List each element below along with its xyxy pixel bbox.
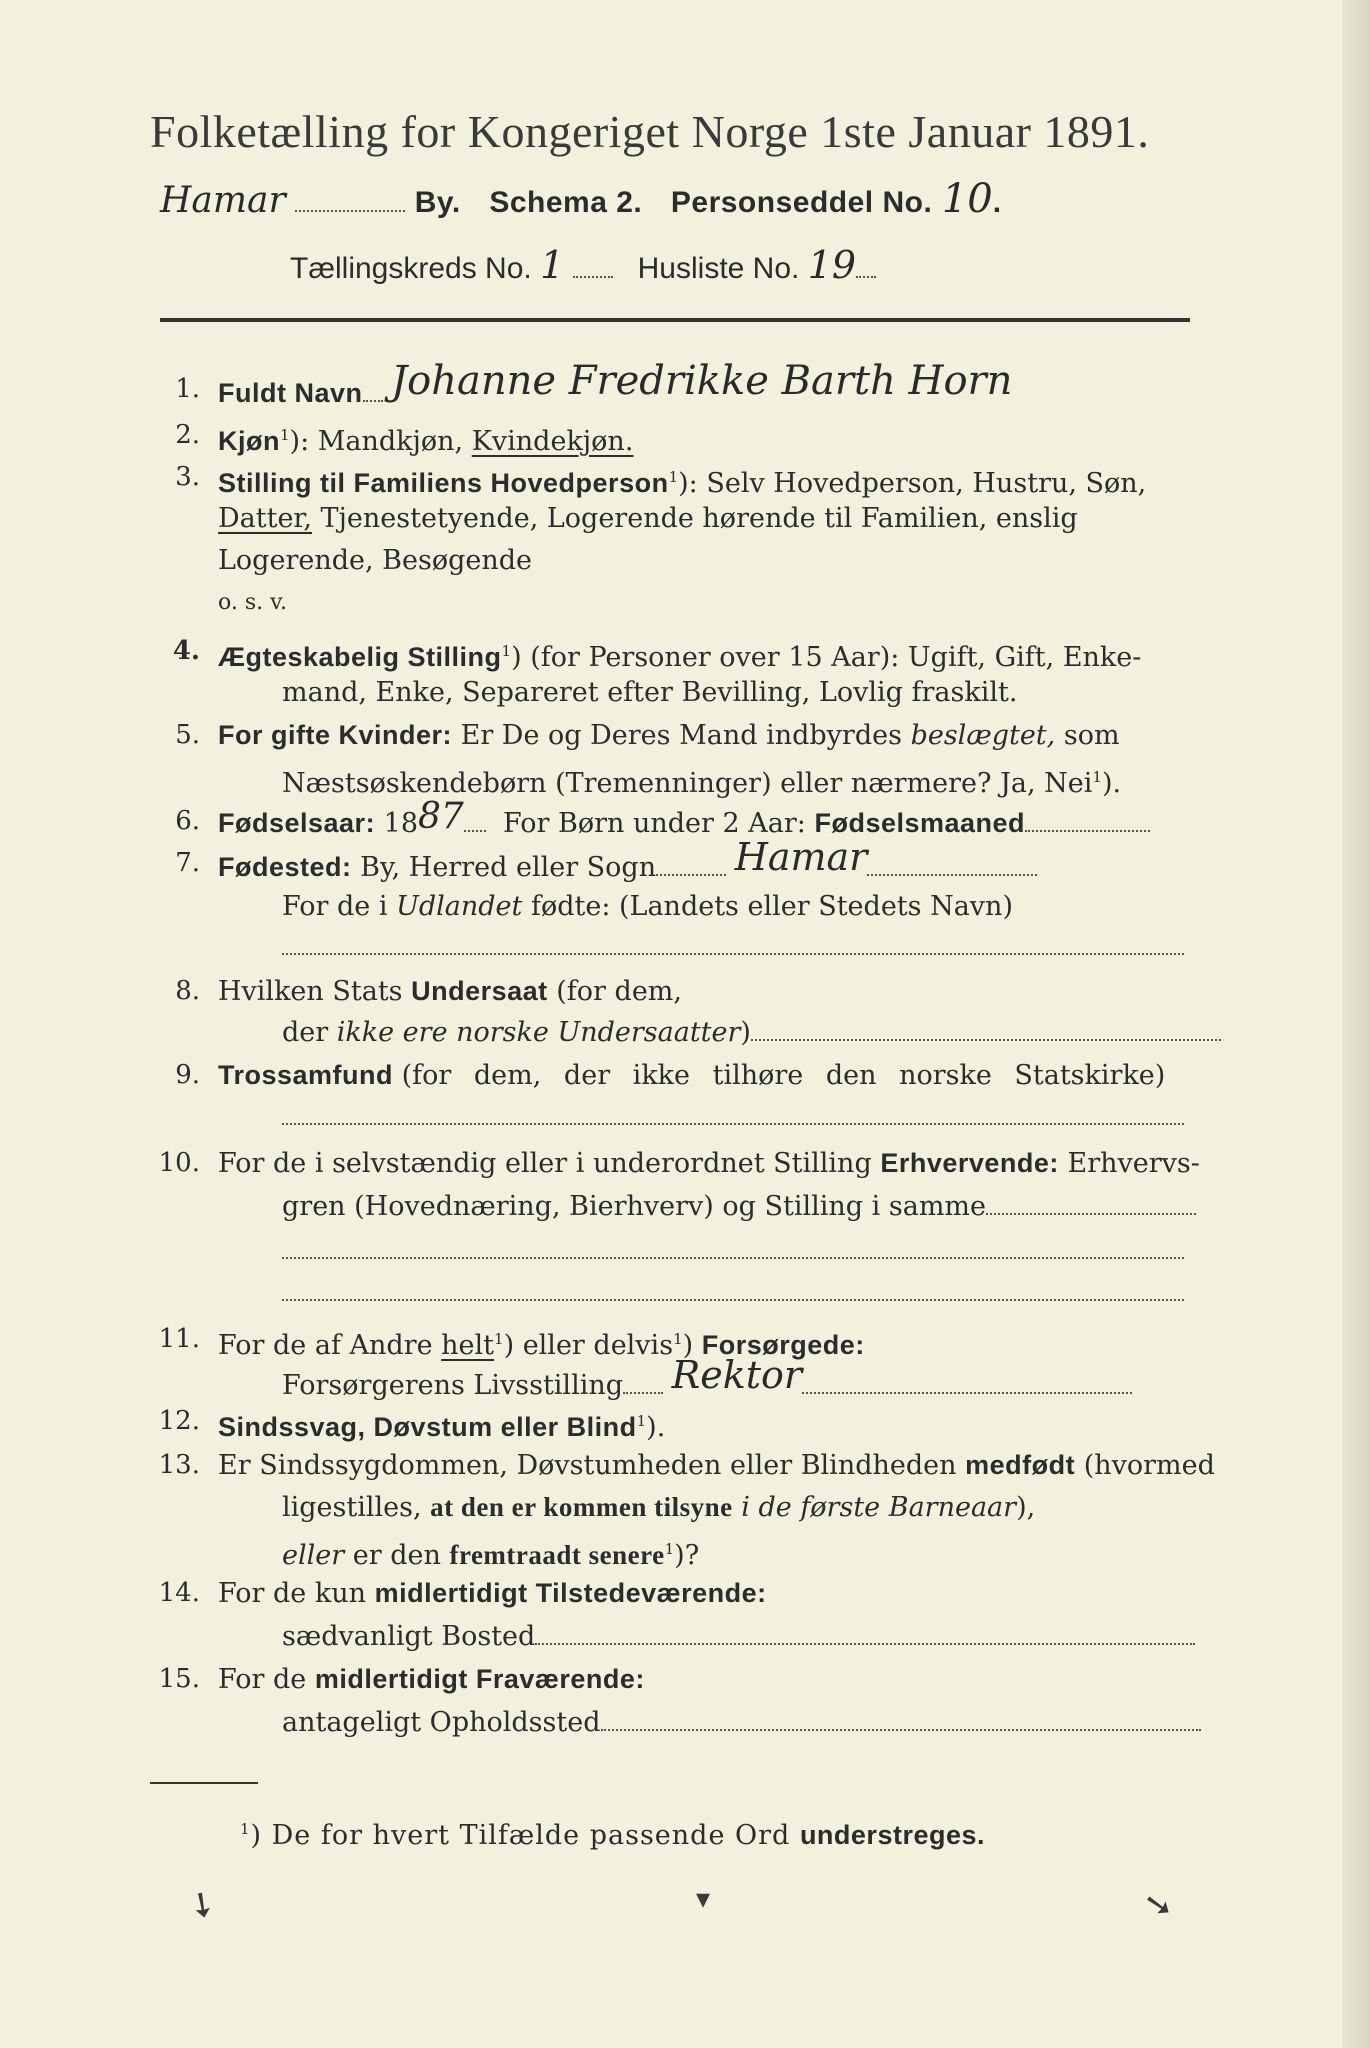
- item-number: 15.: [158, 1664, 200, 1694]
- punctuation: ).: [646, 1412, 666, 1443]
- kreds-label: Tællingskreds No.: [290, 252, 532, 285]
- item-15-line-1: [218, 1662, 645, 1697]
- occupation-question-2: gren (Hovednæring, Bierhverv) og Stilling i samme: [282, 1191, 987, 1222]
- answer-line: [282, 1122, 1184, 1125]
- abroad-label-pre: For de i: [282, 891, 388, 922]
- dots: [656, 873, 726, 876]
- dots: [464, 829, 486, 832]
- item-number: 1.: [175, 374, 200, 404]
- usual-residence-label: sædvanligt Bosted: [282, 1621, 536, 1652]
- item-number: 2.: [175, 420, 200, 450]
- appeared-later-label: fremtraadt senere: [449, 1540, 665, 1570]
- footnote-ref: 1: [1092, 768, 1102, 786]
- disability-line2-pre: ligestilles,: [282, 1492, 422, 1523]
- item-9: [218, 1058, 1165, 1093]
- item-11-line-2: [282, 1353, 1132, 1403]
- subject-label: Undersaat: [411, 976, 548, 1006]
- footnote-ref: 1: [240, 1820, 251, 1838]
- provider-occupation-label: Forsørgerens Livsstilling: [282, 1370, 624, 1401]
- item-number: 8.: [175, 976, 200, 1006]
- abroad-word: Udlandet: [396, 891, 523, 922]
- temporary-absent-label: midlertidigt Fraværende:: [314, 1664, 645, 1694]
- sex-options: ): Mandkjøn,: [289, 426, 464, 457]
- dots: [856, 275, 876, 278]
- kreds-value: 1: [540, 243, 565, 287]
- footnote-ref: 1: [668, 468, 679, 486]
- registration-mark-left: ➘: [179, 1880, 226, 1930]
- item-number: 6.: [175, 806, 200, 836]
- birth-year-value: 87: [418, 796, 464, 837]
- sex-label: Kjøn: [218, 426, 280, 456]
- answer-line: [282, 1298, 1184, 1301]
- religion-question: (for dem, der ikke tilhøre den norske Statskirke): [401, 1060, 1166, 1091]
- subject-question-post: (for dem,: [556, 976, 682, 1007]
- dots: [623, 1391, 663, 1394]
- item-4-line-1: [218, 634, 1141, 675]
- registration-mark-center: ▾: [696, 1882, 711, 1915]
- dots: [802, 1391, 1132, 1394]
- punctuation: )?: [674, 1540, 700, 1571]
- item-6: [218, 796, 1150, 841]
- item-5-line-1: [218, 718, 1120, 753]
- religion-label: Trossamfund: [218, 1060, 394, 1090]
- punctuation: ): [682, 1330, 694, 1361]
- personseddel-label: Personseddel No.: [670, 186, 933, 219]
- married-women-question: Er De og Deres Mand indbyrdes: [460, 720, 902, 751]
- item-14-line-2: [282, 1620, 1195, 1654]
- congenital-label: medfødt: [965, 1450, 1076, 1480]
- sex-selected: Kvindekjøn.: [471, 426, 634, 457]
- item-number: 3.: [175, 462, 200, 492]
- header-rule: [160, 318, 1190, 322]
- registration-mark-right: ➘: [1140, 1882, 1176, 1928]
- full-name-value: Johanne Fredrikke Barth Horn: [391, 358, 1013, 404]
- item-13-line-3: [282, 1532, 699, 1573]
- birth-month-label: Fødselsmaaned: [814, 808, 1026, 838]
- item-number: 4.: [172, 636, 200, 666]
- header-kreds-line: [290, 243, 876, 287]
- schema-label: Schema 2.: [489, 186, 643, 219]
- family-position-selected: Datter,: [218, 503, 312, 534]
- dots: [573, 275, 613, 278]
- birth-year-prefix: 18: [383, 808, 419, 839]
- footnote-emphasis: understreges.: [799, 1820, 985, 1850]
- occupation-label: Erhvervende:: [880, 1148, 1059, 1178]
- dots: [751, 1038, 1221, 1041]
- dots: [867, 873, 1037, 876]
- footnote-ref: 1: [501, 642, 512, 660]
- item-number: 12.: [158, 1406, 200, 1436]
- form-title: Folketælling for Kongeriget Norge 1ste Januar 1891.: [150, 106, 1150, 157]
- disability-origin-question: Er Sindssygdommen, Døvstumheden eller Blindheden: [218, 1450, 957, 1481]
- punctuation: ),: [1016, 1492, 1036, 1523]
- item-number: 13.: [158, 1450, 200, 1480]
- related-word: beslægtet,: [910, 720, 1056, 751]
- or-word: eller: [282, 1540, 345, 1571]
- infant-label: For Børn under 2 Aar:: [503, 808, 806, 839]
- birthplace-value: Hamar: [734, 835, 868, 879]
- item-2: [218, 418, 633, 459]
- married-women-label: For gifte Kvinder:: [218, 720, 453, 750]
- birthplace-label: Fødested:: [218, 852, 352, 882]
- temporary-present-label: midlertidigt Tilstedeværende:: [374, 1578, 767, 1608]
- item-8-line-1: [218, 974, 682, 1009]
- non-norwegian-subjects: ikke ere norske Undersaatter: [336, 1017, 741, 1048]
- item-number: 14.: [158, 1578, 200, 1608]
- family-position-options-2: Tjenestetyende, Logerende hørende til Familien, enslig: [320, 503, 1078, 534]
- subject-line2-pre: der: [282, 1017, 329, 1048]
- birth-year-label: Fødselsaar:: [218, 808, 376, 838]
- occupation-question-post: Erhvervs-: [1067, 1148, 1200, 1179]
- dots: [601, 1728, 1201, 1731]
- item-13-line-2: [282, 1490, 1035, 1525]
- marital-status-label: Ægteskabelig Stilling: [218, 642, 502, 672]
- footnote-text: ) De for hvert Tilfælde passende Ord: [250, 1820, 791, 1851]
- footnote-ref: 1: [494, 1330, 504, 1348]
- subject-question-pre: Hvilken Stats: [218, 976, 403, 1007]
- supported-question-pre: For de af Andre: [218, 1330, 433, 1361]
- subject-line2-post: ): [740, 1017, 751, 1048]
- family-position-options: ): Selv Hovedperson, Hustru, Søn,: [678, 468, 1147, 499]
- husliste-value: 19: [807, 243, 857, 287]
- provider-occupation-value: Rektor: [671, 1353, 803, 1397]
- punctuation: ).: [1101, 768, 1122, 799]
- item-13-line-1: [218, 1448, 1215, 1483]
- dots: [1025, 829, 1150, 832]
- item-14-line-1: [218, 1576, 767, 1611]
- first-childhood-years: i de første Barneaar: [741, 1492, 1017, 1523]
- disability-line2-bold: at den er kommen tilsyne: [430, 1492, 733, 1522]
- item-7-line-2: [282, 890, 1013, 924]
- disability-label: Sindssvag, Døvstum eller Blind: [218, 1412, 637, 1442]
- header-town-line: Hamar By. Schema 2. Personseddel No. 10.: [160, 176, 1002, 222]
- dots: [295, 209, 405, 212]
- marital-status-options-2: mand, Enke, Separeret efter Bevilling, Lovlig fraskilt.: [282, 677, 1018, 708]
- family-position-options-3: Logerende, Besøgende: [218, 545, 532, 576]
- dots: [986, 1212, 1196, 1215]
- married-women-question-end: som: [1063, 720, 1120, 751]
- footnote: [240, 1812, 985, 1853]
- answer-line: [282, 952, 1184, 955]
- item-8-line-2: [282, 1016, 1221, 1050]
- page-edge: [1342, 0, 1370, 2048]
- item-10-line-2: [282, 1190, 1196, 1224]
- footnote-ref: 1: [664, 1540, 675, 1558]
- temporary-present-pre: For de kun: [218, 1578, 366, 1609]
- answer-line: [282, 1256, 1184, 1259]
- item-5-line-2: [282, 760, 1121, 801]
- dots: [535, 1642, 1195, 1645]
- occupation-question-pre: For de i selvstændig eller i underordnet Stilling: [218, 1148, 872, 1179]
- item-3-line-1: [218, 460, 1146, 501]
- town-value: Hamar: [160, 180, 286, 221]
- supported-question-mid: ) eller delvis: [503, 1330, 674, 1361]
- item-7-line-1: [218, 835, 1037, 885]
- item-number: 11.: [158, 1324, 200, 1354]
- item-number: 9.: [175, 1060, 200, 1090]
- birthplace-options: By, Herred eller Sogn: [360, 852, 657, 883]
- disability-line3-pre: er den: [352, 1540, 441, 1571]
- item-15-line-2: [282, 1706, 1201, 1740]
- item-1: [218, 358, 1013, 411]
- by-label: By.: [414, 186, 461, 219]
- supported-selected: helt: [441, 1330, 495, 1361]
- family-position-label: Stilling til Familiens Hovedperson: [218, 468, 669, 498]
- footnote-ref: 1: [280, 426, 290, 444]
- item-12: [218, 1404, 665, 1445]
- item-3-line-2: [218, 502, 1078, 536]
- item-10-line-1: [218, 1146, 1200, 1181]
- item-number: 7.: [175, 848, 200, 878]
- probable-stay-label: antageligt Opholdssted: [282, 1707, 601, 1738]
- marital-status-options: ) (for Personer over 15 Aar): Ugift, Gift, Enke-: [511, 642, 1142, 673]
- footnote-ref: 1: [673, 1330, 683, 1348]
- family-position-osv: o. s. v.: [218, 590, 287, 615]
- dots: [363, 399, 383, 402]
- personseddel-value: 10: [941, 176, 993, 222]
- footnote-ref: 1: [636, 1412, 647, 1430]
- cousins-question: Næstsøskendebørn (Tremenninger) eller nærmere? Ja, Nei: [282, 768, 1093, 799]
- item-number: 5.: [175, 720, 200, 750]
- abroad-label-post: fødte: (Landets eller Stedets Navn): [530, 891, 1013, 922]
- disability-origin-question-post: (hvormed: [1083, 1450, 1215, 1481]
- supported-label: Forsørgede:: [701, 1330, 865, 1360]
- full-name-label: Fuldt Navn: [218, 378, 363, 408]
- husliste-label: Husliste No.: [637, 252, 800, 285]
- footnote-rule: [150, 1782, 258, 1784]
- item-number: 10.: [158, 1148, 200, 1178]
- temporary-absent-pre: For de: [218, 1664, 307, 1695]
